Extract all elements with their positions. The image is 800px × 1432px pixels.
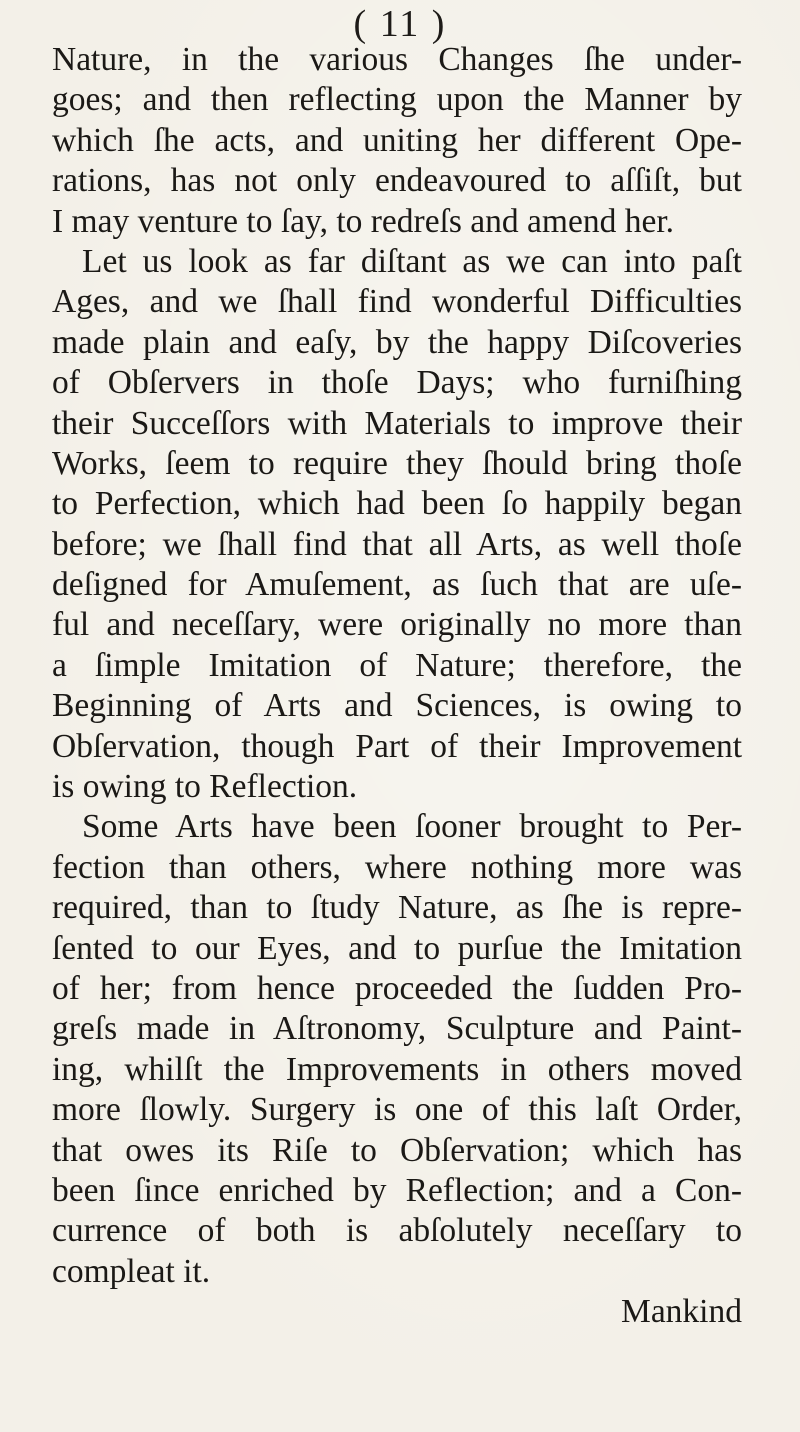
text-line: to Perfection, which had been ſo happily began <box>52 485 742 523</box>
text-line: a ſimple Imitation of Nature; therefore, the <box>52 646 742 684</box>
catchword: Mankind <box>621 1293 742 1330</box>
text-line: been ſince enriched by Reflection; and a Con- <box>52 1171 742 1209</box>
text-line: which ſhe acts, and uniting her different Ope- <box>52 121 742 159</box>
text-line: of Obſervers in thoſe Days; who furniſhing <box>52 364 742 402</box>
text-line: made plain and eaſy, by the happy Diſcoveries <box>52 323 742 361</box>
text-line: goes; and then reflecting upon the Manner by <box>52 81 742 119</box>
text-line: more ſlowly. Surgery is one of this laſt Order, <box>52 1091 742 1129</box>
text-line: Some Arts have been ſooner brought to Per- <box>82 808 742 846</box>
text-line: compleat it. <box>52 1252 211 1290</box>
text-line: of her; from hence proceeded the ſudden Pro- <box>52 969 742 1007</box>
body-text <box>52 40 742 1292</box>
page-number: ( 11 ) <box>353 3 447 45</box>
text-line: that owes its Riſe to Obſervation; which has <box>52 1131 742 1169</box>
text-line: Nature, in the various Changes ſhe under- <box>52 41 742 78</box>
text-line: Ages, and we ſhall find wonderful Difficulties <box>52 283 742 321</box>
text-line: before; we ſhall find that all Arts, as well thoſe <box>52 525 742 563</box>
text-line: is owing to Reflection. <box>52 768 358 806</box>
text-line: Beginning of Arts and Sciences, is owing to <box>52 687 742 725</box>
text-line: Obſervation, though Part of their Improvement <box>52 727 742 765</box>
text-line: Works, ſeem to require they ſhould bring thoſe <box>52 444 742 482</box>
text-line: greſs made in Aſtronomy, Sculpture and Paint- <box>52 1010 742 1048</box>
text-line: rations, has not only endeavoured to aſſiſt, but <box>52 162 742 200</box>
text-line: their Succeſſors with Materials to improve their <box>52 404 742 442</box>
text-line: deſigned for Amuſement, as ſuch that are uſe- <box>52 566 742 604</box>
text-line: ful and neceſſary, were originally no more than <box>52 606 742 644</box>
text-line: ing, whilſt the Improvements in others moved <box>52 1050 742 1088</box>
text-line: Let us look as far diſtant as we can into paſt <box>82 242 742 280</box>
text-line: fection than others, where nothing more was <box>52 848 742 886</box>
text-line: I may venture to ſay, to redreſs and amend her. <box>52 202 675 240</box>
text-line: currence of both is abſolutely neceſſary to <box>52 1212 742 1250</box>
text-line: required, than to ſtudy Nature, as ſhe is repre- <box>52 889 742 927</box>
text-line: ſented to our Eyes, and to purſue the Imitation <box>52 929 742 967</box>
